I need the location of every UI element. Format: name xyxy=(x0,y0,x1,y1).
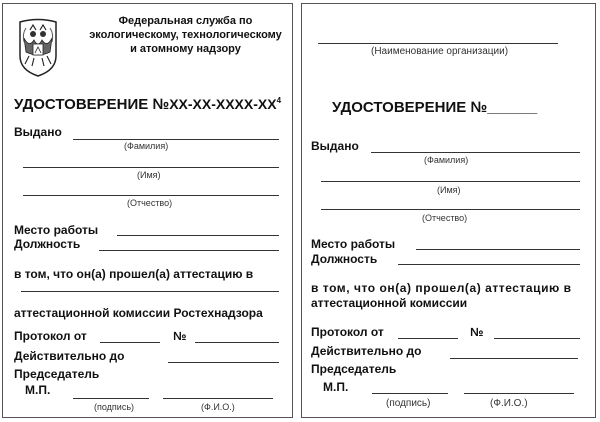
certified-text: в том, что он(а) прошел(а) аттестацию в xyxy=(311,281,572,295)
certificate-number: XX-XX-XXXX-XX xyxy=(169,96,277,112)
surname-caption: (Фамилия) xyxy=(424,155,469,165)
organization-line[interactable] xyxy=(318,43,558,44)
name-line[interactable] xyxy=(321,181,580,182)
stamp-label: М.П. xyxy=(25,383,51,397)
name-line[interactable] xyxy=(23,167,279,168)
organization-caption: (Наименование организации) xyxy=(371,46,509,57)
left-certificate xyxy=(2,3,293,418)
name-caption: (Имя) xyxy=(137,170,161,180)
valid-until-line[interactable] xyxy=(450,358,578,359)
protocol-date-line[interactable] xyxy=(100,342,160,343)
protocol-label: Протокол от xyxy=(14,329,87,343)
position-label: Должность xyxy=(14,237,81,251)
chairman-label: Председатель xyxy=(14,367,100,381)
fio-line[interactable] xyxy=(163,398,273,399)
workplace-label: Место работы xyxy=(14,223,99,237)
surname-caption: (Фамилия) xyxy=(124,141,169,151)
certified-line[interactable] xyxy=(21,291,279,292)
chairman-label: Председатель xyxy=(311,362,397,376)
protocol-number-line[interactable] xyxy=(494,338,580,339)
protocol-number-sign: № xyxy=(173,329,187,343)
fio-caption: (Ф.И.О.) xyxy=(490,398,528,409)
commission-text: аттестационной комиссии Ростехнадзора xyxy=(14,306,263,320)
certificate-title: УДОСТОВЕРЕНИЕ $№XX-XX-XXXX-XX^4$ xyxy=(14,96,282,113)
signature-caption: (подпись) xyxy=(386,398,431,409)
signature-line[interactable] xyxy=(372,393,448,394)
workplace-line[interactable] xyxy=(416,249,580,250)
position-line[interactable] xyxy=(398,264,580,265)
agency-name: Федеральная служба по экологическому, технологическому и атомному надзору xyxy=(89,15,282,55)
stamp-label: М.П. xyxy=(323,380,349,394)
patronymic-line[interactable] xyxy=(321,209,580,210)
certified-text: в том, что он(а) прошел(а) аттестацию в xyxy=(14,267,254,281)
signature-caption: (подпись) xyxy=(94,402,135,412)
position-line[interactable] xyxy=(99,250,279,251)
fio-line[interactable] xyxy=(464,393,574,394)
issued-label: Выдано xyxy=(14,125,62,139)
workplace-line[interactable] xyxy=(117,235,279,236)
patronymic-caption: (Отчество) xyxy=(422,213,468,223)
surname-line[interactable] xyxy=(371,152,580,153)
commission-text: аттестационной комиссии xyxy=(311,296,468,310)
name-caption: (Имя) xyxy=(437,185,461,195)
protocol-number-sign: № xyxy=(470,325,484,339)
valid-until-label: Действительно до xyxy=(311,344,422,358)
eagle-icon xyxy=(12,18,64,78)
valid-until-label: Действительно до xyxy=(14,349,125,363)
position-label: Должность xyxy=(311,252,378,266)
workplace-label: Место работы xyxy=(311,237,396,251)
issued-label: Выдано xyxy=(311,139,359,153)
right-certificate xyxy=(301,3,596,418)
patronymic-caption: (Отчество) xyxy=(127,198,173,208)
protocol-label: Протокол от xyxy=(311,325,384,339)
protocol-date-line[interactable] xyxy=(398,338,458,339)
fio-caption: (Ф.И.О.) xyxy=(201,402,235,412)
protocol-number-line[interactable] xyxy=(195,342,279,343)
coat-of-arms-emblem xyxy=(12,18,64,78)
certificate-title: УДОСТОВЕРЕНИЕ №______ xyxy=(332,99,538,116)
signature-line[interactable] xyxy=(73,398,149,399)
valid-until-line[interactable] xyxy=(168,362,279,363)
surname-line[interactable] xyxy=(73,139,279,140)
patronymic-line[interactable] xyxy=(23,195,279,196)
footnote-marker: 4 xyxy=(276,96,282,105)
